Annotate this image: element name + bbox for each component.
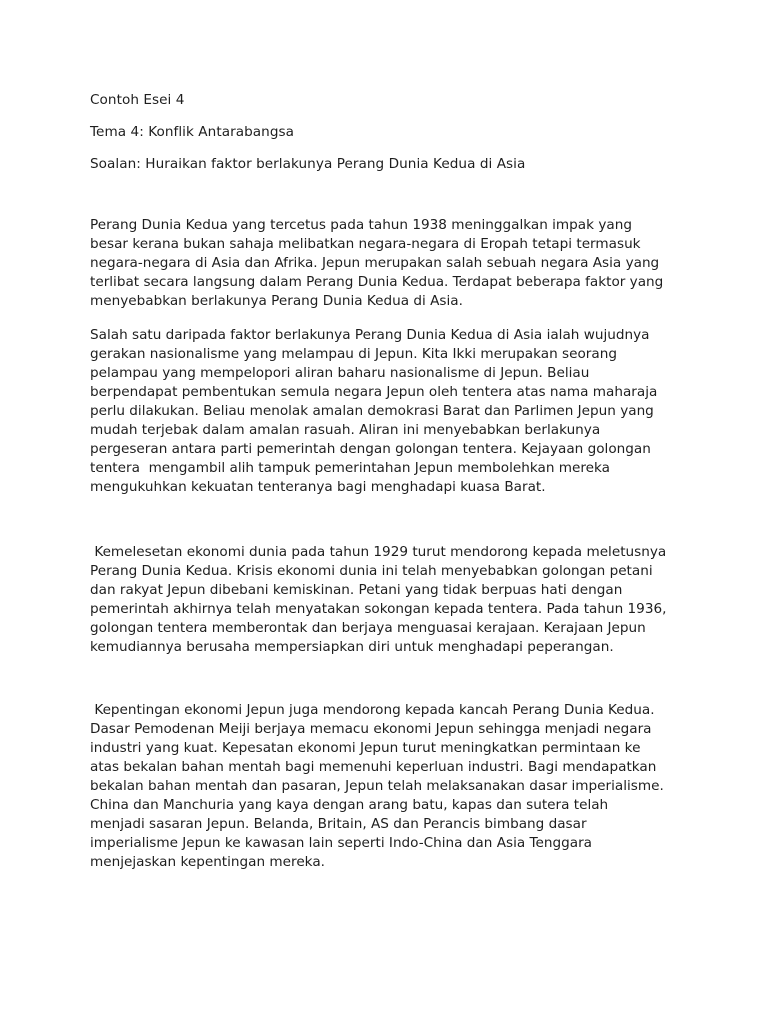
paragraph-economic-depression: Kemelesetan ekonomi dunia pada tahun 1929 turut mendorong kepada meletusnya Perang Dunia Kedua. Krisis ekonomi dunia ini telah menyebabkan golongan petani dan rakyat Jepun dibebani kemiskinan. Petani yang tidak berpuas hati dengan pemerintah akhirnya telah menyatakan sokongan kepada tentera. Pada tahun 1936, golongan tentera memberontak dan berjaya menguasai kerajaan. Kerajaan Jepun kemudiannya berusaha mempersiapkan diri untuk menghadapi peperangan. xyxy=(90,544,667,655)
paragraph-nationalism: Salah satu daripada faktor berlakunya Perang Dunia Kedua di Asia ialah wujudnya gerakan nasionalisme yang melampau di Jepun. Kita Ikki merupakan seorang pelampau yang mempelopori aliran baharu nasionalisme di Jepun. Beliau berpendapat pembentukan semula negara Jepun oleh tentera atas nama maharaja perlu dilakukan. Beliau menolak amalan demokrasi Barat dan Parlimen Jepun yang mudah terjebak dalam amalan rasuah. Aliran ini menyebabkan berlakunya pergeseran antara parti pemerintah dengan golongan tentera. Kejayaan golongan tentera mengambil alih tampuk pemerintahan Jepun membolehkan mereka mengukuhkan kekuatan tenteranya bagi menghadapi kuasa Barat. xyxy=(90,327,658,495)
paragraph-introduction: Perang Dunia Kedua yang tercetus pada tahun 1938 meninggalkan impak yang besar kerana bukan sahaja melibatkan negara-negara di Eropah tetapi termasuk negara-negara di Asia dan Afrika. Jepun merupakan salah sebuah negara Asia yang terlibat secara langsung dalam Perang Dunia Kedua. Terdapat beberapa faktor yang menyebabkan berlakunya Perang Dunia Kedua di Asia. xyxy=(90,217,664,309)
essay-theme: Tema 4: Konflik Antarabangsa xyxy=(90,124,295,140)
paragraph-economic-interest: Kepentingan ekonomi Jepun juga mendorong kepada kancah Perang Dunia Kedua. Dasar Pemodenan Meiji berjaya memacu ekonomi Jepun sehingga menjadi negara industri yang kuat. Kepesatan ekonomi Jepun turut meningkatkan permintaan ke atas bekalan bahan mentah bagi memenuhi keperluan industri. Bagi mendapatkan bekalan bahan mentah dan pasaran, Jepun telah melaksanakan dasar imperialisme. China dan Manchuria yang kaya dengan arang batu, kapas dan sutera telah menjadi sasaran Jepun. Belanda, Britain, AS dan Perancis bimbang dasar imperialisme Jepun ke kawasan lain seperti Indo-China dan Asia Tenggara menjejaskan kepentingan mereka. xyxy=(90,702,664,870)
essay-label: Contoh Esei 4 xyxy=(90,92,185,108)
essay-question: Soalan: Huraikan faktor berlakunya Perang Dunia Kedua di Asia xyxy=(90,156,526,172)
